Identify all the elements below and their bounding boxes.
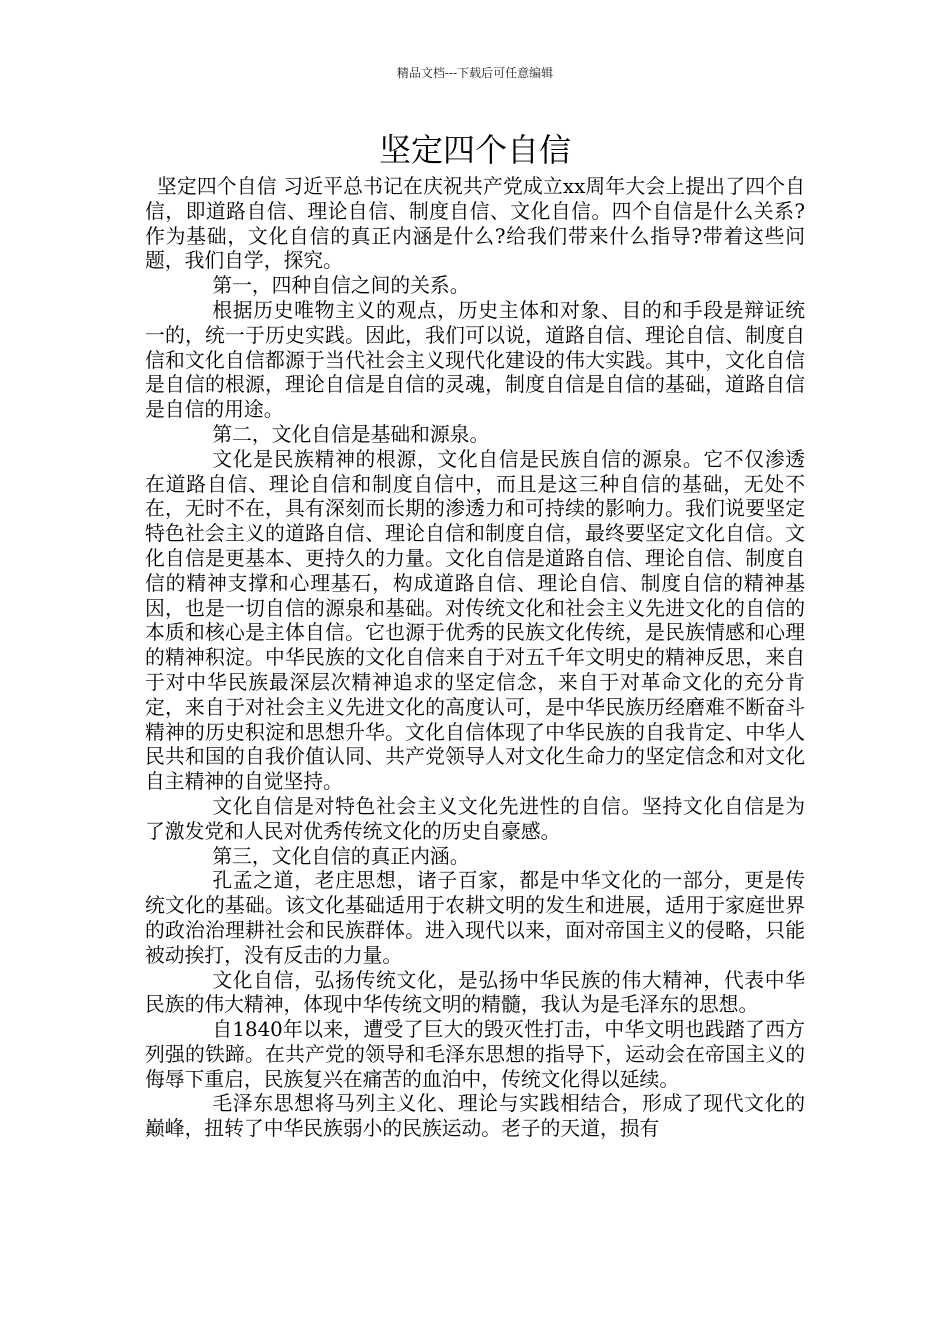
paragraph: 文化是民族精神的根源，文化自信是民族自信的源泉。它不仅渗透在道路自信、理论自信和制度自信中，而且是这三种自信的基础，无处不在，无时不在，具有深刻而长期的渗透力和可持续的影响力。我们说要坚定特色社会主义的道路自信、理论自信和制度自信，最终要坚定文化自信。文化自信是更基本、更持久的力量。文化自信是道路自信、理论自信、制度自信的精神支撑和心理基石，构成道路自信、理论自信、制度自信的精神基因，也是一切自信的源泉和基础。对传统文化和社会主义先进文化的自信的本质和核心是主体自信。它也源于优秀的民族文化传统，是民族情感和心理的精神积淀。中华民族的文化自信来自于对五千年文明史的精神反思，来自于对中华民族最深层次精神追求的坚定信念，来自于对革命文化的充分肯定，来自于对社会主义先进文化的高度认可，是中华民族历经磨难不断奋斗精神的历史积淀和思想升华。文化自信体现了中华民族的自我肯定、中华人民共和国的自我价值认同、共产党领导人对文化生命力的坚定信念和对文化自主精神的自觉坚持。 xyxy=(145,447,805,794)
section-heading-3: 第三，文化自信的真正内涵。 xyxy=(212,844,470,868)
paragraph: 自1840年以来，遭受了巨大的毁灭性打击，中华文明也践踏了西方列强的铁蹄。在共产党的领导和毛泽东思想的指导下，运动会在帝国主义的侮辱下重启，民族复兴在痛苦的血泊中，传统文化得以延续。 xyxy=(145,1018,805,1091)
paragraph: 根据历史唯物主义的观点，历史主体和对象、目的和手段是辩证统一的，统一于历史实践。因此，我们可以说，道路自信、理论自信、制度自信和文化自信都源于当代社会主义现代化建设的伟大实践。其中，文化自信是自信的根源，理论自信是自信的灵魂，制度自信是自信的基础，道路自信是自信的用途。 xyxy=(145,298,805,422)
paragraph: 文化自信，弘扬传统文化，是弘扬中华民族的伟大精神，代表中华民族的伟大精神，体现中华传统文明的精髓，我认为是毛泽东的思想。 xyxy=(145,968,805,1017)
section-heading-1: 第一，四种自信之间的关系。 xyxy=(212,274,470,298)
document-title: 坚定四个自信 xyxy=(378,131,571,169)
paragraph: 文化自信是对特色社会主义文化先进性的自信。坚持文化自信是为了激发党和人民对优秀传统文化的历史自豪感。 xyxy=(145,794,805,843)
paragraph: 毛泽东思想将马列主义化、理论与实践相结合，形成了现代文化的巅峰，扭转了中华民族弱小的民族运动。老子的天道，损有 xyxy=(145,1092,805,1141)
section-heading-2: 第二，文化自信是基础和源泉。 xyxy=(212,422,490,446)
paragraph: 孔孟之道，老庄思想，诸子百家，都是中华文化的一部分，更是传统文化的基础。该文化基础适用于农耕文明的发生和进展，适用于家庭世界的政治治理耕社会和民族群体。进入现代以来，面对帝国主义的侵略，只能被动挨打，没有反击的力量。 xyxy=(145,869,805,967)
document-body xyxy=(145,175,805,1142)
page-header: 精品文档---下载后可任意编辑 xyxy=(396,66,554,80)
paragraph-intro: 坚定四个自信 习近平总书记在庆祝共产党成立xx周年大会上提出了四个自信，即道路自信、理论自信、制度自信、文化自信。四个自信是什么关系?作为基础，文化自信的真正内涵是什么?给我们带来什么指导?带着这些问题，我们自学，探究。 xyxy=(145,175,805,273)
